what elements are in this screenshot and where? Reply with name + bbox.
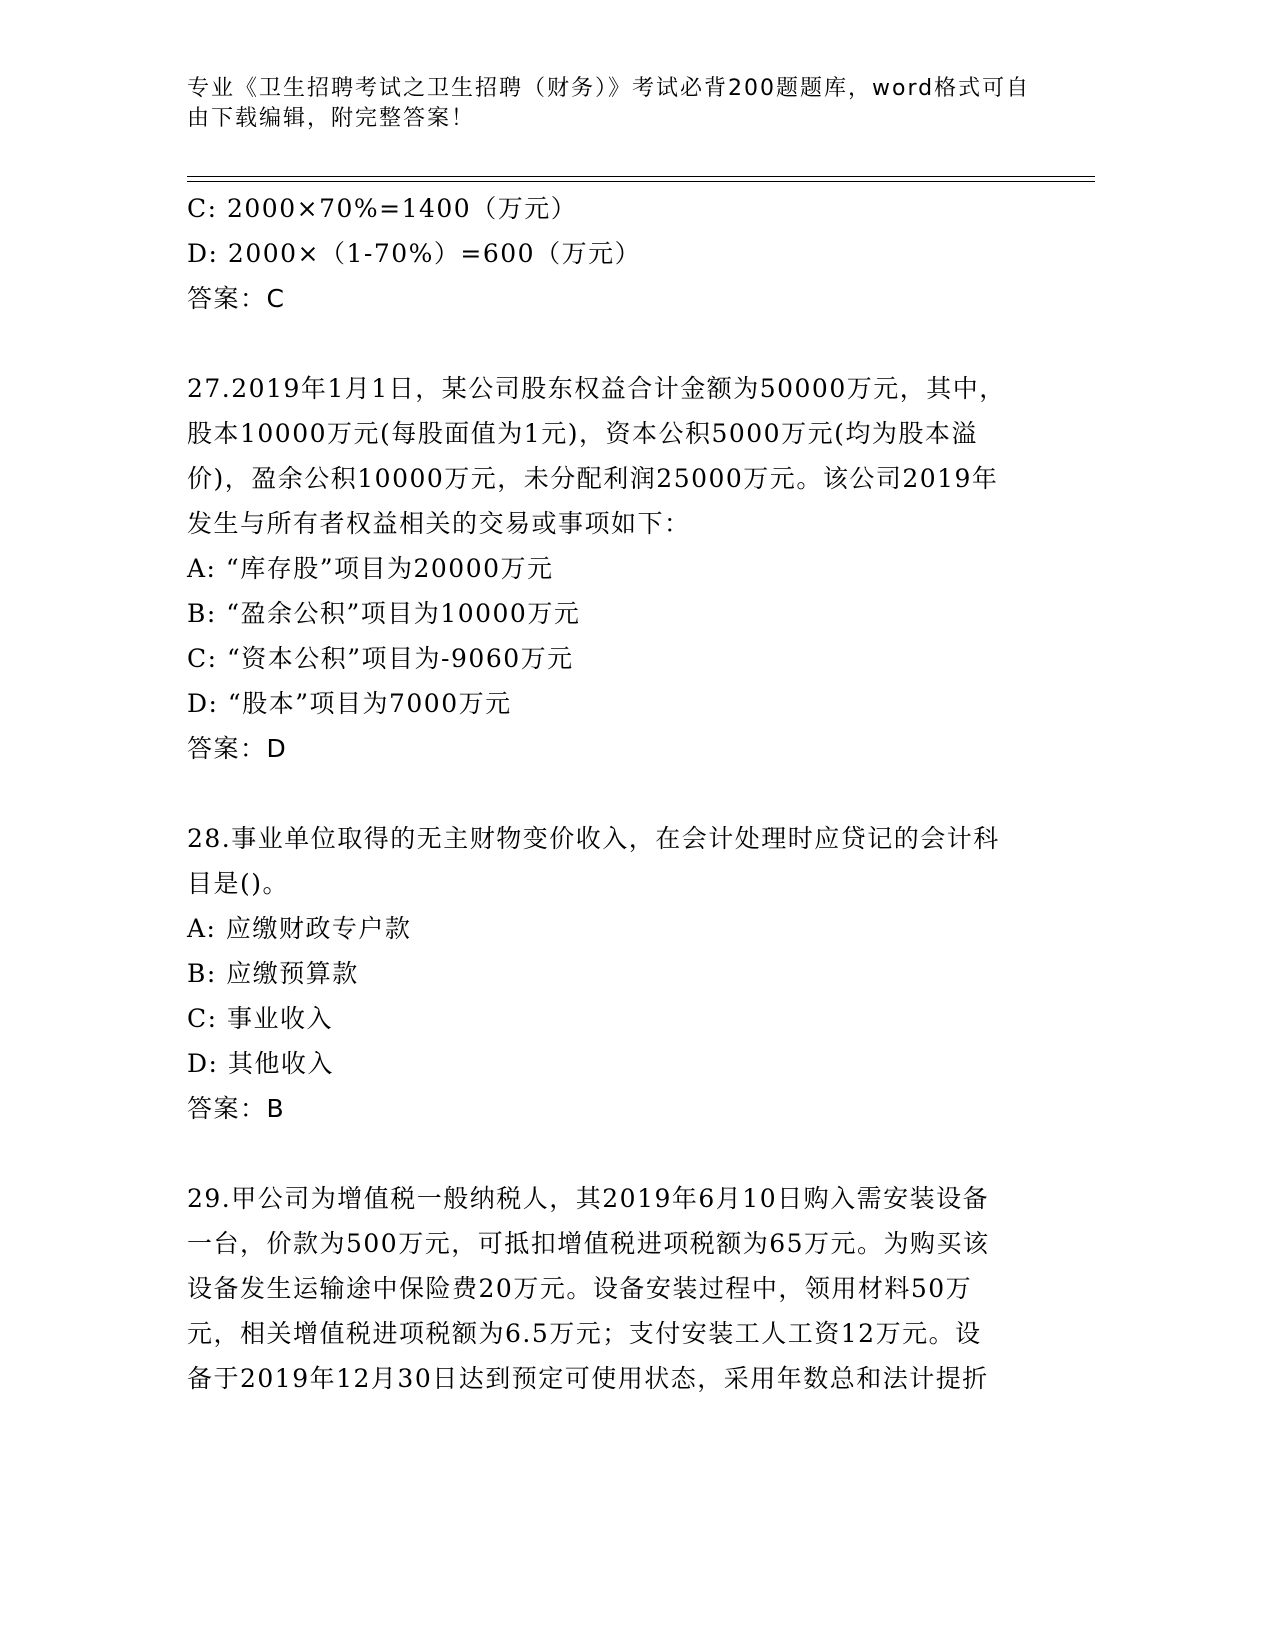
option-a: A: “库存股”项目为20000万元 [187,554,554,583]
question-stem-line: 28.事业单位取得的无主财物变价收入，在会计处理时应贷记的会计科 [187,824,1000,853]
option-c: C: 事业收入 [187,1004,333,1033]
question-stem-line: 29.甲公司为增值税一般纳税人，其2019年6月10日购入需安装设备 [187,1184,990,1213]
question-stem-line: 一台，价款为500万元，可抵扣增值税进项税额为65万元。为购买该 [187,1229,990,1258]
header-line-1: 专业《卫生招聘考试之卫生招聘（财务）》考试必背200题题库，word格式可自 [187,76,1031,101]
answer: 答案：D [187,734,288,763]
question-27 [187,366,1067,771]
option-c: C: “资本公积”项目为-9060万元 [187,644,574,673]
document-body [187,186,1067,1401]
question-stem-line: 设备发生运输途中保险费20万元。设备安装过程中，领用材料50万 [187,1274,973,1303]
question-stem-line: 价)，盈余公积10000万元，未分配利润25000万元。该公司2019年 [187,464,999,493]
question-28 [187,816,1067,1131]
spacer [187,1131,1067,1176]
spacer [187,321,1067,366]
header-line-2: 由下载编辑，附完整答案！ [187,106,476,131]
answer: 答案：C [187,284,286,313]
option-c: C: 2000×70%=1400（万元） [187,194,578,223]
question-29 [187,1176,1067,1401]
option-b: B: “盈余公积”项目为10000万元 [187,599,581,628]
option-d: D: 其他收入 [187,1049,334,1078]
answer: 答案：B [187,1094,286,1123]
option-b: B: 应缴预算款 [187,959,359,988]
question-stem-line: 发生与所有者权益相关的交易或事项如下： [187,509,691,538]
spacer [187,771,1067,816]
question-stem-line: 备于2019年12月30日达到预定可使用状态，采用年数总和法计提折 [187,1364,989,1393]
option-d: D: “股本”项目为7000万元 [187,689,512,718]
question-stem-line: 27.2019年1月1日，某公司股东权益合计金额为50000万元，其中， [187,374,1006,403]
page-header [187,74,1067,134]
previous-question-tail [187,186,1067,321]
question-stem-line: 目是()。 [187,869,290,898]
question-stem-line: 股本10000万元(每股面值为1元)，资本公积5000万元(均为股本溢 [187,419,978,448]
option-d: D: 2000×（1-70%）=600（万元） [187,239,642,268]
header-divider [187,176,1095,182]
question-stem-line: 元，相关增值税进项税额为6.5万元；支付安装工人工资12万元。设 [187,1319,982,1348]
option-a: A: 应缴财政专户款 [187,914,412,943]
